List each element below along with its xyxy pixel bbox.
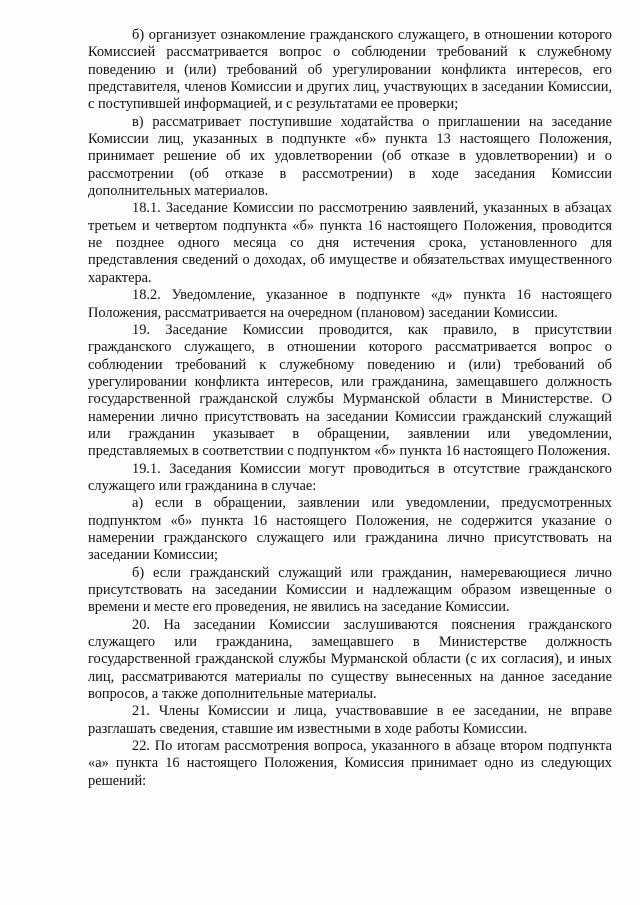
paragraph-18-2: 18.2. Уведомление, указанное в подпункте «д» пункта 16 настоящего Положения, рассматривается на очередном (плановом) заседании Комиссии. [88, 287, 612, 321]
paragraph-19: 19. Заседание Комиссии проводится, как правило, в присутствии гражданского служащего, в отношении которого рассматривается вопрос о соблюдении требований к служебному поведению и (или) требований об урегулировании конфликта интересов, или гражданина, замещавшего должность государственной гражданской службы Мурманской области в Министерстве. О намерении лично присутствовать на заседании Комиссии гражданский служащий или гражданин указывает в обращении, заявлении или уведомлении, представляемых в соответствии с подпунктом «б» пункта 16 настоящего Положения. [88, 321, 612, 460]
paragraph-19-1a: а) если в обращении, заявлении или уведомлении, предусмотренных подпунктом «б» пункта 16 настоящего Положения, не содержится указание о намерении гражданского служащего или гражданина лично присутствовать на заседании Комиссии; [88, 495, 612, 564]
paragraph-19-1: 19.1. Заседания Комиссии могут проводиться в отсутствие гражданского служащего или гражданина в случае: [88, 460, 612, 494]
paragraph-22: 22. По итогам рассмотрения вопроса, указанного в абзаце втором подпункта «а» пункта 16 настоящего Положения, Комиссия принимает одно из следующих решений: [88, 738, 612, 789]
paragraph-20: 20. На заседании Комиссии заслушиваются пояснения гражданского служащего или гражданина, замещавшего в Министерстве должность государственной гражданской службы Мурманской области (с их согласия), и иных лиц, рассматриваются материалы по существу вынесенных на данное заседание вопросов, а также дополнительные материалы. [88, 616, 612, 703]
paragraph-18-1: 18.1. Заседание Комиссии по рассмотрению заявлений, указанных в абзацах третьем и четвертом подпункта «б» пункта 16 настоящего Положения, проводится не позднее одного месяца со дня истечения срока, установленного для представления сведений о доходах, об имуществе и обязательствах имущественного характера. [88, 200, 612, 286]
paragraph-21: 21. Члены Комиссии и лица, участвовавшие в ее заседании, не вправе разглашать сведения, ставшие им известными в ходе работы Комиссии. [88, 703, 612, 737]
paragraph-19-1b: б) если гражданский служащий или гражданин, намеревающиеся лично присутствовать на заседании Комиссии и надлежащим образом извещенные о времени и месте его проведения, не явились на заседание Комиссии. [88, 564, 612, 616]
paragraph-17b: б) организует ознакомление гражданского служащего, в отношении которого Комиссией рассматривается вопрос о соблюдении требований к служебному поведению и (или) требований об урегулировании конфликта интересов, его представителя, членов Комиссии и других лиц, участвующих в заседании Комиссии, с поступившей информацией, и с результатами ее проверки; [88, 27, 612, 113]
paragraph-17v: в) рассматривает поступившие ходатайства о приглашении на заседание Комиссии лиц, указанных в подпункте «б» пункта 13 настоящего Положения, принимает решение об их удовлетворении (об отказе в удовлетворении) и о рассмотрении (об отказе в рассмотрении) в ходе заседания Комиссии дополнительных материалов. [88, 113, 612, 200]
document-body [88, 27, 612, 790]
